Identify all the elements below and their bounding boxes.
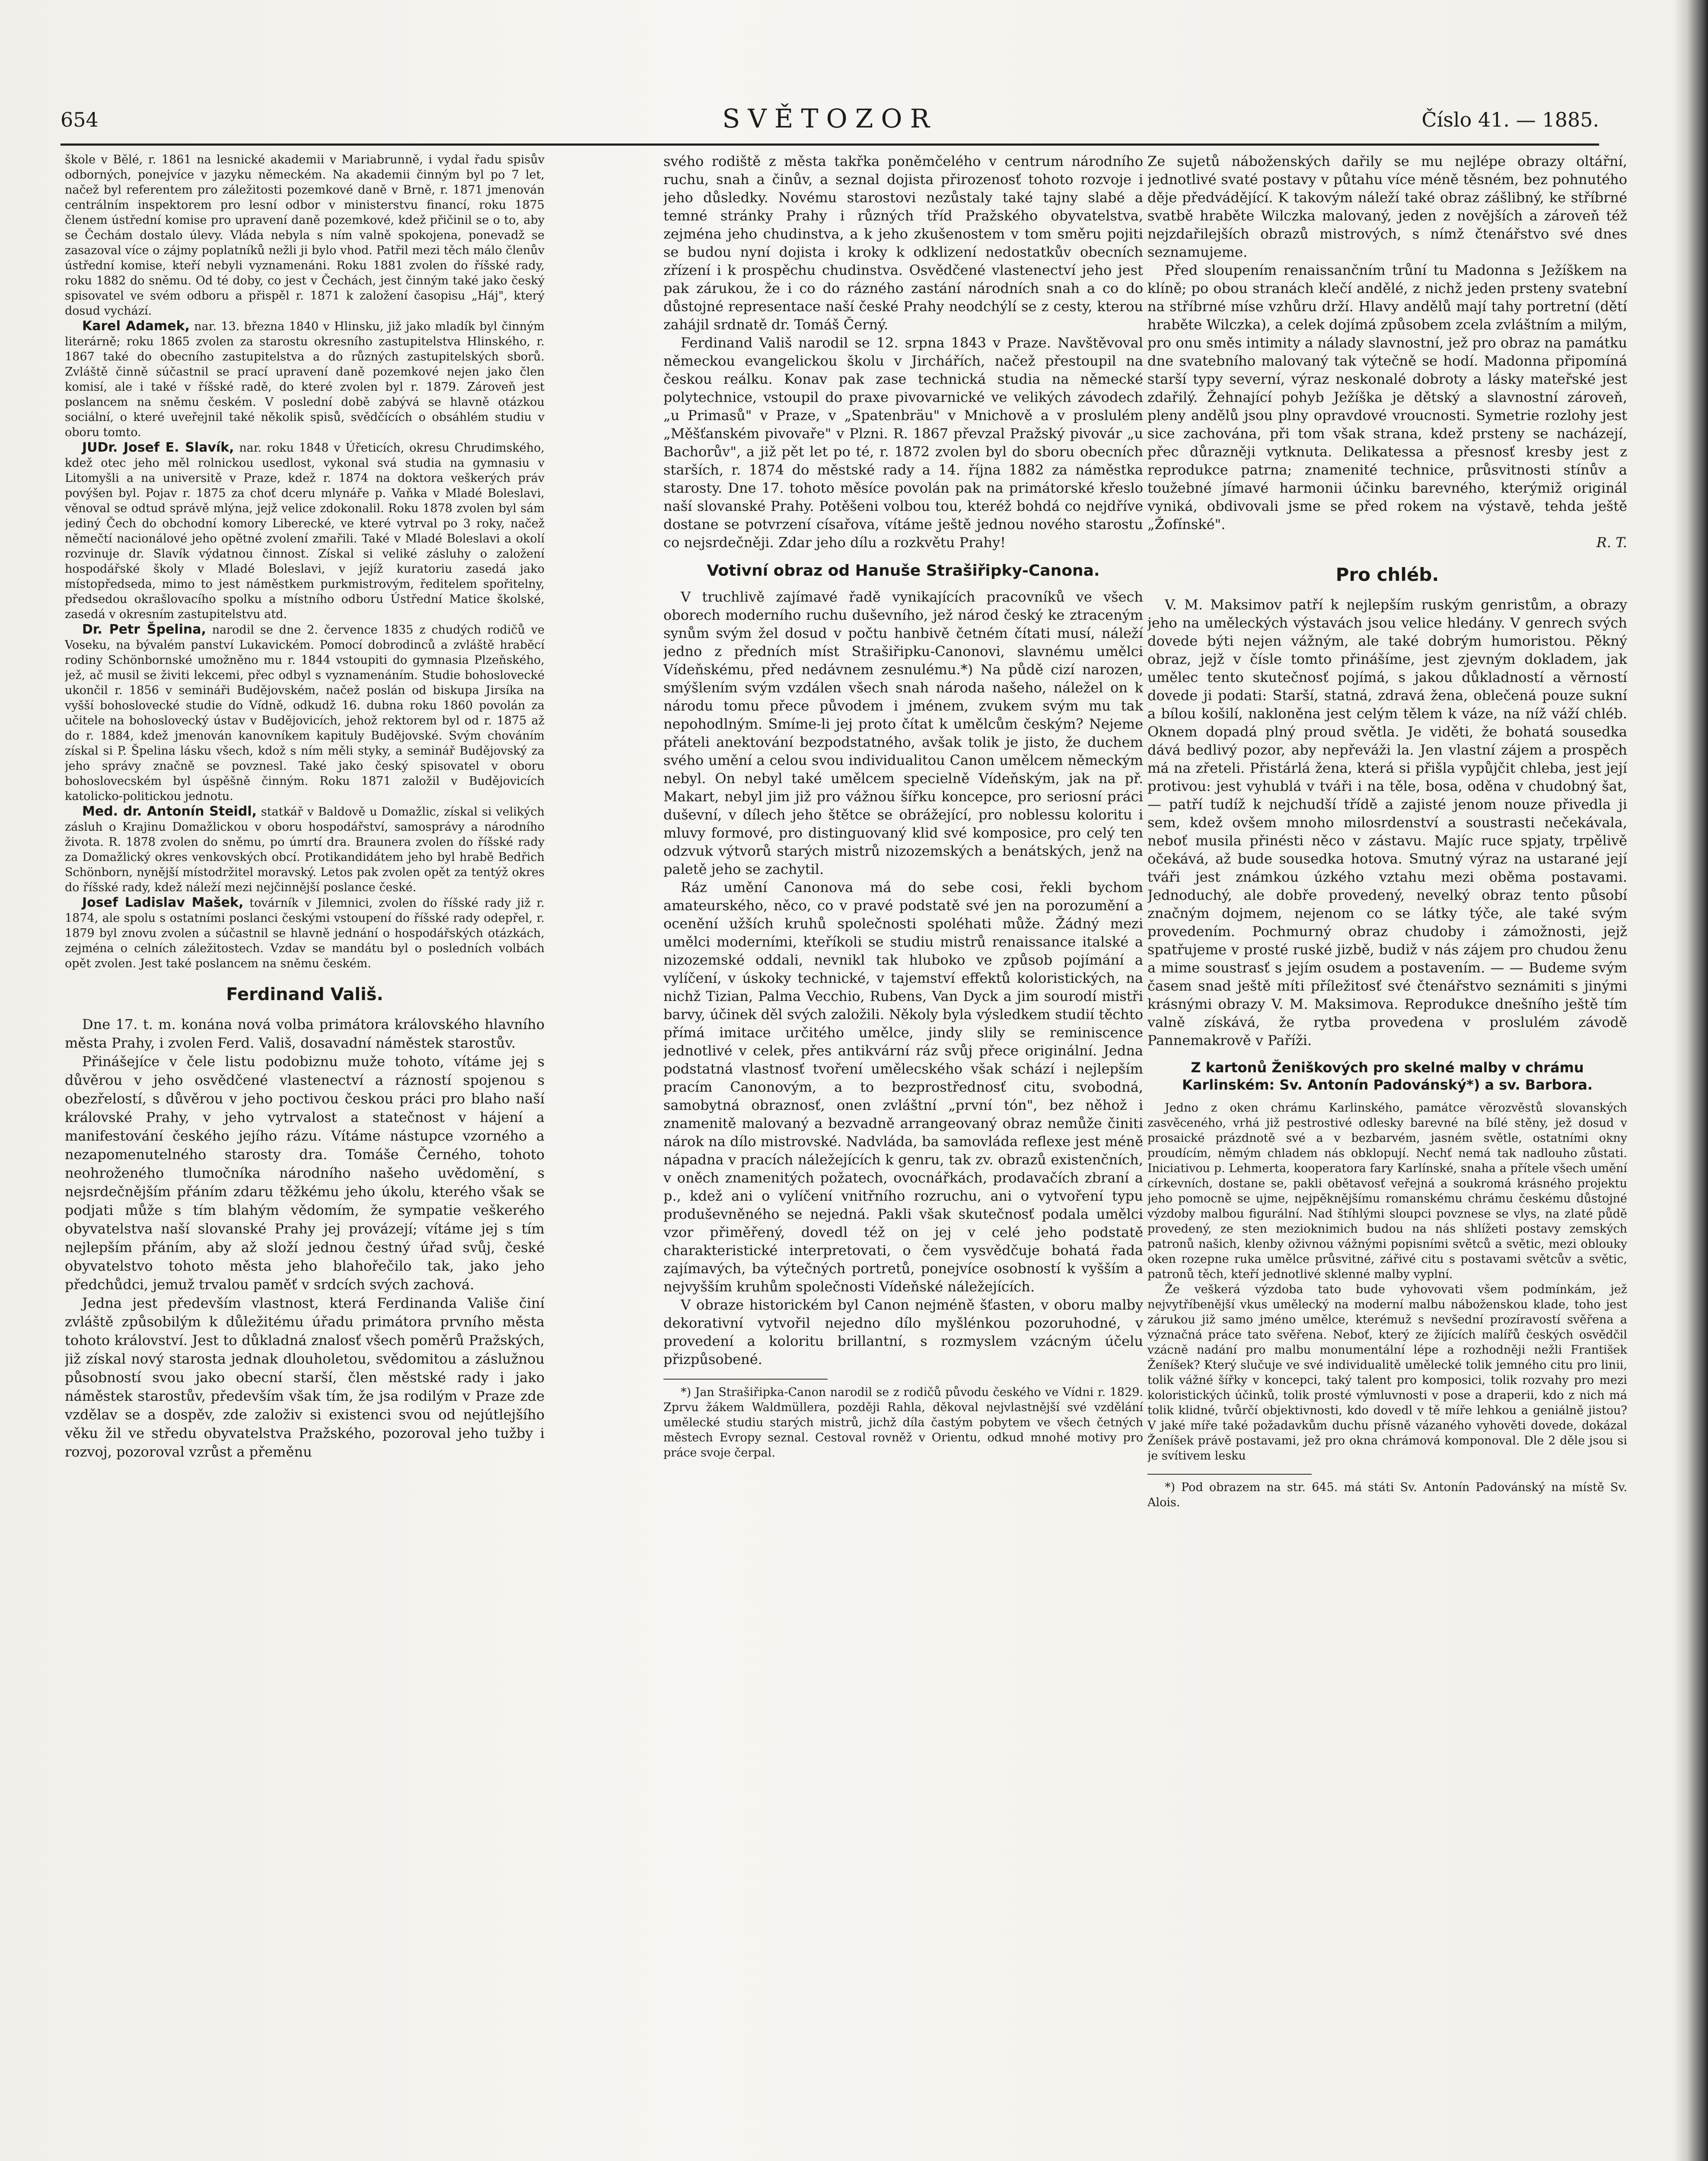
paragraph: Přinášejíce v čele listu podobiznu muže tohoto, vítáme jej s důvěrou v jeho osvědčené vlastenectví a rázností spojenou s obezřelostí, s důvěrou v jeho poctivou českou práci pro blaho naší královské Prahy, v jeho vytrvalost a statečnost v hájení a manifestování českého jejího rázu. Vítáme nástupce vzorného a nezapomenutelného starosty dra. Tomáše Černého, tohoto neohroženého tlumočníka národního našeho uvědomění, s nejsrdečnějším přáním zdaru těžkému jeho úkolu, kterého však se podjati může s tím blahým vědomím, že sympatie veškerého obyvatelstva naší slovanské Prahy jej provázejí; vítáme jej s tím nejlepším přáním, aby až složí jednou čestný úřad svůj, české obyvatelstvo tohoto města jeho blahořečilo tak, jako jeho předchůdci, jemuž trvalou paměť v srdcích svých zachová. xyxy=(65,1053,545,1293)
paragraph: Že veškerá výzdoba tato bude vyhovovati všem podmínkám, jež nejvytříbenější vkus umělecký na moderní malbu náboženskou klade, toho jest zárukou již samo jméno umělce, kterémuž s nevšední prozíravostí svěřena a význačná práce tato svěřena. Neboť, který ze žijících malířů českých osvědčil vzácně nadání pro malbu monumentální lépe a rozhodněji nežli František Ženíšek? Který slučuje ve své individualitě umělecké tolik jemného citu pro linii, tolik vážné šířky v koncepci, taký talent pro komposici, tolik rozvahy pro mezi koloristických účinků, tolik prosté výmluvnosti v pose a draperii, kdo z nich má tolik klidné, tvůrčí objektivnosti, kdo dovedl v tě míře lehkou a geniálně jistou? V jaké míře také požadavkům duchu přísně vázaného vyhověti dovede, dokázal Ženíšek právě postavami, jež pro okna chrámová komponoval. Dle 2 děle jsou si je svítivem lesku xyxy=(1147,1283,1627,1463)
paragraph: Před sloupením renaissančním trůní tu Madonna s Ježíškem na klíně; po obou stranách klečí andělé, z nichž jeden prsteny svatební na stříbrné míse vzhůru drží. Hlavy andělů mají tahy portretní (dětí hraběte Wilczka), a celek dojímá způsobem zcela zvláštním a milým, pro onu směs intimity a nálady slavnostní, jež pro obraz na památku dne svatebního malovaný tak výtečně se hodí. Madonna připomíná starší typy severní, výraz neskonalé dobroty a lásky mateřské jest zdařilý. Žehnající pohyb Ježíška je dětský a slavnostní zároveň, pleny andělů jsou plny opravdové vroucnosti. Symetrie rozlohy jest sice zachována, při tom však strana, kdež prsteny se nacházejí, přec důrazněji vytknuta. Delikatessa a přesnosť kresby jest z reprodukce patrna; znamenité technice, průsvitnosti stínův a toužebné jímavé harmonii účinku barevného, kterýmiž originál vyniká, obdivovali jsme se před rokem na výstavě, tehda ještě „Žofínské". xyxy=(1147,262,1627,532)
footnote-rule xyxy=(663,1379,828,1380)
paragraph: V obraze historickém byl Canon nejméně šťasten, v oboru malby dekorativní vytvořil nejedno dílo myšlénkou pozoruhodné, v provedení a koloritu brillantní, s rozmyslem vzácným účelu přizpůsobené. xyxy=(663,1297,1143,1367)
paragraph: Ráz umění Canonova má do sebe cosi, řekli bychom amateurského, něco, co v pravé podstatě své jen na porozumění a ocenění užších kruhů společnosti spoléhati může. Žádný mezi umělci moderními, kteříkoli se studiu mistrů renaissance italské a nizozemské oddali, nevnikl tak hluboko ve způsob pojímání a vylíčení, v úskoky technické, v tajemství effektů koloristických, na nichž Tizian, Palma Vecchio, Rubens, Van Dyck a jim sourodí mistři barvy, účinek děl svých založili. Několy byla výsledkem studií těchto přímá imitace určitého umělce, jindy slily se reminiscence jednotlivé v celek, přes antikvární ráz svůj přece originální. Jedna podstatná vlastnosť tvoření umělecského však schází i nejlepším pracím Canonovým, a to bezprostřednosť citu, svobodná, samobytná obraznosť, onen zvláštní „první tón", bez něhož i znamenitě malovaný a bezvadně arrangeovaný obraz nemůže činiti nárok na dílo mistrovské. Nadvláda, ba samovláda reflexe jest méně nápadna v pracích náležejících k genru, tak zv. obrazů existenčních, v oněch znamenitých požatech, ovocnářkách, prodavačích zbraní a p., kdež ani o vylíčení vnitřního rozruchu, ani o vytvoření typu produševněného se nejedná. Pakli však skutečnosť podala umělci vzor přiměřený, dovedl též on jej v celé jeho podstatě charakteristické interpretovati, o čem vysvědčuje bohatá řada zajímavých, ba výtečných portretů, ponejvíce osobností k vyšším a nejvyšším kruhům společnosti Vídeňské náležejících. xyxy=(663,879,1143,1295)
header-rule xyxy=(61,143,1599,146)
column-2 xyxy=(663,152,1143,2140)
paragraph-text: nar. roku 1848 v Úřeticích, okresu Chrudimského, kdež otec jeho měl rolnickou usedlost, vykonal svá studia na gymnasiu v Litomyšli a na universitě v Praze, kdež r. 1874 na doktora veškerých práv povýšen byl. Pojav r. 1875 za choť dceru mlynáře p. Vaňka v Mladé Boleslavi, věnoval se odtud správě mlýna, jejž velice zdokonalil. Roku 1878 zvolen byl sám jediný Čech do obchodní komory Liberecké, ve které vytrval po 3 roky, načež němečtí nacionálové jeho opětné zvolení zmařili. Také v Mladé Boleslavi a okolí rozvinuje dr. Slavík výdatnou činnost. Získal si veliké zásluhy o založení hospodářské školy v Mladé Boleslavi, v jejíž kuratoriu zasedá jako místopředseda, mimo to jest náměstkem purkmistrovým, ředitelem spořitelny, předsedou okrašlovacího spolku a místního odboru Ústřední Matice školské, zasedá v okresním zastupitelstvu atd. xyxy=(65,441,545,621)
person-name: Med. dr. Antonín Steidl, xyxy=(82,804,257,819)
column-1 xyxy=(65,152,545,2140)
page-number: 654 xyxy=(61,108,99,131)
heading-kartony-zeniskovy: Z kartonů Ženiškových pro skelné malby v chrámu Karlinském: Sv. Antonín Padovánský*) a sv. Barbora. xyxy=(1182,1059,1593,1093)
paragraph: Dne 17. t. m. konána nová volba primátora královského hlavního města Prahy, i zvolen Ferd. Vališ, dosavadní náměstek starostův. xyxy=(65,1016,545,1051)
person-name: Karel Adamek, xyxy=(82,319,190,334)
paragraph: Ze sujetů náboženských dařily se mu nejlépe obrazy oltářní, jednotlivé svaté postavy v půtahu více méně těsném, bez pohnutého děje předvádějící. K takovým náleží také obraz zášlibný, ke stříbrné svatbě hraběte Wilczka malovaný, jeden z novějších a zároveň též nejzdařilejších obrazů mistrových, s nímž čtenářstvo své dnes seznamujeme. xyxy=(1147,153,1627,260)
issue-number: Číslo 41. — 1885. xyxy=(1421,108,1599,131)
paragraph: V. M. Maksimov patří k nejlepším ruským genristům, a obrazy jeho na uměleckých výstavách jsou velice hledány. V genrech svých dovede býti nejen vážným, ale také dobrým humoristou. Pěkný obraz, jejž v čísle tomto přinášíme, jest zjevným dokladem, jak umělec tento skutečnosť pojímá, s jakou důkladností a věrností dovede ji podati: Starší, statná, zdravá žena, oblečená pouze sukní a bílou košilí, nakloněna jest celým tělem k váze, na níž váží chléb. Oknem dopadá plný proud světla. Je viděti, že bohatá sousedka dává bedlivý pozor, aby nepřeváži la. Jen vlastní zájem a prospěch má na zřeteli. Přistárlá žena, která si přišla vypůjčit chleba, jest její protivou: jest vyhublá v tváři i na těle, bosa, oděna v chudobný šat, — patří tudíž k nejchudší třídě a zajisté jenom nouze přivedla ji sem, kdež ovšem mnoho milosrdenství a soustrasti nečekávala, neboť musila přinésti něco v zástavu. Majíc ruce spjaty, trpělivě očekává, až bude sousedka hotova. Smutný výraz na ustarané její tváři jest známkou úzkého vztahu mezi oběma postavami. Jednoduchý, ale dobře provedený, nevelký obraz tento působí značným dojmem, nejenom co se látky týče, ale také svým provedením. Pochmurný obraz chudoby i zámožnosti, jejž spatřujeme v prosté ruské jizbě, budiž v nás zájem pro chudou ženu a mime soustrasť s jejím osudem a postavením. — — Budeme svým časem snad ještě míti příležitosť své čtenářstvo seznámiti s jinými krásnými obrazy V. M. Maksimova. Reprodukce dnešního ještě tím valně získává, že rytba provedena v proslulém závodě Pannemakrově v Paříži. xyxy=(1147,596,1627,1049)
paragraph-text: narodil se dne 2. července 1835 z chudých rodičů ve Voseku, na bývalém panství Lukavickém. Pomocí dobrodinců a zvláště hraběcí rodiny Schönbornské umožněno mu r. 1844 vstoupiti do gymnasia Plzeňského, jež, ač musil se živiti lekcemi, přec odbyl s vyznamenáním. Studie bohoslovecké ukončil r. 1856 v semináři Budějovském, načež poslán od biskupa Jirsíka na vyšší bohoslovecké studie do Vídně, odkudž 16. dubna roku 1860 povolán za učitele na bohoslovecký ústav v Budějovicích, jehož rektorem byl od r. 1875 až do r. 1884, kdež jmenován kanovníkem kapituly Budějovské. Svým chováním získal si P. Špelina lásku všech, kdož s ním měli styky, a seminář Budějovský za jeho správy značně se povznesl. Také jako český spisovatel v oboru bohoslovecském byl úspěšně činným. Roku 1871 založil v Budějovicích katolicko-politickou jednotu. xyxy=(65,623,545,803)
author-signature: R. T. xyxy=(1596,534,1627,551)
paragraph: Jedna jest především vlastnost, která Ferdinanda Vališe činí zvláště způsobilým k důležitému úřadu primátora prvního města tohoto království. Jest to důkladná znalosť všech poměrů Pražských, již získal nový starosta jednak dlouholetou, svědomitou a záslužnou působností svou jako obecní starší, člen městské rady i jako náměstek starostův, především však tím, že jsa rodilým v Praze zde vzdělav se a dospěv, zde založiv si existenci svou od nejútlejšího věku žil ve středu obyvatelstva Pražského, pozoroval jeho tužby i rozvoj, pozoroval vzrůst a přeměnu xyxy=(65,1295,545,1460)
biography-adamek xyxy=(65,319,545,440)
column-3 xyxy=(1147,152,1627,2140)
footnote: *) Pod obrazem na str. 645. má státi Sv. Antonín Padovánský na místě Sv. Alois. xyxy=(1147,1481,1627,1509)
biography-spelina xyxy=(65,622,545,804)
footnote: *) Jan Strašiřipka-Canon narodil se z rodičů původu českého ve Vídni r. 1829. Zprvu žákem Waldmüllera, později Rahla, děkoval nejvlastnější své vzdělání umělecké studiu starých mistrů, jichž díla častým pobytem ve všech četných městech Evropy seznal. Cestoval rovněž v Orientu, odkud mnohé motivy pro práce svoje čerpal. xyxy=(663,1386,1143,1460)
biography-steidl xyxy=(65,804,545,895)
footnote-rule xyxy=(1147,1474,1312,1475)
paragraph: Ferdinand Vališ narodil se 12. srpna 1843 v Praze. Navštěvoval německou evangelickou školu v Jirchářích, načež přestoupil na českou reálku. Konav pak zase technická studia na německé polytechnice, vstoupil do praxe pivovarnické ve velikých závodech „u Primasů" v Praze, v „Spatenbräu" v Mnichově a v proslulém „Měšťanském pivovaře" v Plzni. R. 1867 převzal Pražský pivovár „u Bachorův", a již pět let po té, r. 1872 zvolen byl do sboru obecních starších, r. 1874 do městské rady a 14. října 1882 za náměstka starosty. Dne 17. tohoto měsíce povolán pak na primátorské křeslo naší slovanské Prahy. Potěšeni volbou tou, kteréž bohdá co nejdříve dostane se potvrzení císařova, vítáme ještě jednou nového starostu co nejsrdečněji. Zdar jeho dílu a rozkvětu Prahy! xyxy=(663,335,1143,551)
page-header xyxy=(61,104,1599,143)
paragraph: Jedno z oken chrámu Karlinského, památce věrozvěstů slovanských zasvěceného, vrhá již pestrostivé odlesky barevné na bílé stěny, jež dosud v prosaické prázdnotě své a v bezbarvém, jasném světle, ostatními okny proudícím, němým chladem nás obklopují. Nechť nemá tak nadlouho zůstati. Iniciativou p. Lehmerta, kooperatora fary Karlínské, snaha a přítele všech umění církevních, dostane se, pakli obětavosť veřejná a soukromá krásného projektu jeho pomocně se ujme, nejpěknějšímu romanskému chrámu českému důstojné výzdoby malbou figurální. Nad štíhlými sloupci povznese se vlys, na zlaté půdě provedený, ze sten mezioknimich budou na nás shlížeti postavy zemských patronů našich, klenby oživnou vážnými popisními světců a světic, mezi oblouky oken rozepne ruka umělce průsvitné, zářivé citu s postavami světcův a světic, patronů těch, kteří jednotlivé sklenné malby vyplní. xyxy=(1147,1101,1627,1281)
heading-votivni-obraz: Votivní obraz od Hanuše Strašiřipky-Canona. xyxy=(707,562,1100,580)
person-name: Josef Ladislav Mašek, xyxy=(82,895,244,910)
heading-ferdinand-valis: Ferdinand Vališ. xyxy=(226,985,383,1004)
person-name: Dr. Petr Špelina, xyxy=(82,622,206,637)
paragraph-text: statkář v Baldově u Domažlic, získal si velikých zásluh o Krajinu Domažlickou v oboru hospodářství, samosprávy a národního života. R. 1878 zvolen do sněmu, po úmrtí dra. Braunera zvolen do říšské rady za Domažlický okres venkovských obcí. Protikandidátem jeho byl hrabě Bedřich Schönborn, nynější místodržitel moravský. Letos pak zvolen opět za tentýž okres do říšské rady, kdež náleží mezi nejčinnější poslance české. xyxy=(65,805,545,894)
biography-slavik xyxy=(65,440,545,622)
biography-masek xyxy=(65,895,545,971)
book-spine-shadow xyxy=(1673,0,1708,2161)
paragraph: škole v Bělé, r. 1861 na lesnické akademii v Mariabrunně, i vydal řadu spisův odborných, ponejvíce v jazyku německém. Na akademii činným byl po 7 let, načež byl referentem pro záležitosti pozemkové daně v Brně, r. 1871 jmenován centrálním inspektorem pro lesní odbor v ministerstvu financí, roku 1875 členem ústřední komise pro upravení daně pozemkové, kdež přičinil se o to, aby se Čechám dostalo úlevy. Vláda nebyla s ním valně spokojena, ponevadž se zasazoval více o zájmy poplatníků nežli ji bylo vhod. Patřil mezi těch málo členův ústřední komise, kteří nebyli vyznamenáni. Roku 1881 zvolen do říšské rady, roku 1882 do sněmu. Od té doby, co jest v Čechách, jest činným také jako český spisovatel ve svém odboru a přispěl r. 1871 k založení časopisu „Háj", který dosud vychází. xyxy=(65,153,545,318)
heading-pro-chleb: Pro chléb. xyxy=(1335,564,1439,585)
paragraph: svého rodiště z města takřka poněmčelého v centrum národního ruchu, snah a činův, a seznal dojista přirozenosť tohoto rozvoje i jeho důsledky. Novému starostovi nezůstaly také tajny slabé a temné stránky Prahy i různých tříd Pražského obyvatelstva, zejména jeho chudinstva, a k jeho zkušenostem v tom směru pojiti se budou nyní dojista i kroky k odklizení nedostatkův obecních zřízení i k prospěchu chudinstva. Osvědčené vlastenectví jeho jest pak zárukou, že i co do rázného zastání národních snah a co do důstojné representace naší české Prahy neodchýlí se z cesty, kterou zahájil srdnatě dr. Tomáš Černý. xyxy=(663,153,1143,333)
person-name: JUDr. Josef E. Slavík, xyxy=(82,440,234,455)
paragraph-text: továrník v Jilemnici, zvolen do říšské rady již r. 1874, ale spolu s ostatními poslanci českými vstoupení do říšské rady odepřel, r. 1879 byl znovu zvolen a súčastnil se hlavně jednání o hospodářských otázkách, zejména o celních záležitostech. Vzdav se mandátu byl o posledních volbách opět zvolen. Jest také poslancem na sněmu českém. xyxy=(65,896,545,970)
masthead: SVĚTOZOR xyxy=(722,104,937,134)
paragraph: V truchlivě zajímavé řadě vynikajících pracovníků ve všech oborech moderního ruchu duševního, jež národ český ke ztraceným synům svým žel dosud v počtu hanbivě četném čítati musí, náleží jedno z předních míst Strašiřipku-Canonovi, slavnému umělci Vídeňskému, před nedávnem zesnulému.*) Na půdě cizí narozen, smýšlením svým vzdálen všech snah národa našeho, náležel on k národu tomu přece původem i jménem, zvukem svým mu tak nepohodlným. Smíme-li jej proto čítat k umělcům českým? Nejeme přáteli anektování bezpodstatného, avšak tolik je jisto, že duchem svého umění a celou svou individualitou Canon umělcem německým nebyl. On nebyl také umělcem specielně Vídeňským, jak na př. Makart, nebyl jim již pro vážnou šířku koncepce, pro seriosní práci duševní, v dílech jeho štětce se obrážející, pro noblessu koloritu i mluvy formové, pro distinguovaný klid své komposice, pro celý ten odzvuk výtvorů starých mistrů nizozemských a benátských, jenž na paletě jeho se zachytil. xyxy=(663,589,1143,877)
paragraph-text: nar. 13. března 1840 v Hlinsku, již jako mladík byl činným literárně; roku 1865 zvolen za starostu okresního zastupitelstva Hlinského, r. 1867 také do obecního zastupitelstva a do různých zastupitelských sborů. Zvláště činně súčastnil se prací upravení daně pozemkové nejen jako člen komisí, ale i také v říšské radě, do které zvolen byl r. 1879. Zároveň jest poslancem na sněmu českém. V poslední době zabývá se hlavně otázkou sociální, o které uveřejnil také několik spisů, svědčících o obsáhlém studiu v oboru tomto. xyxy=(65,320,545,439)
